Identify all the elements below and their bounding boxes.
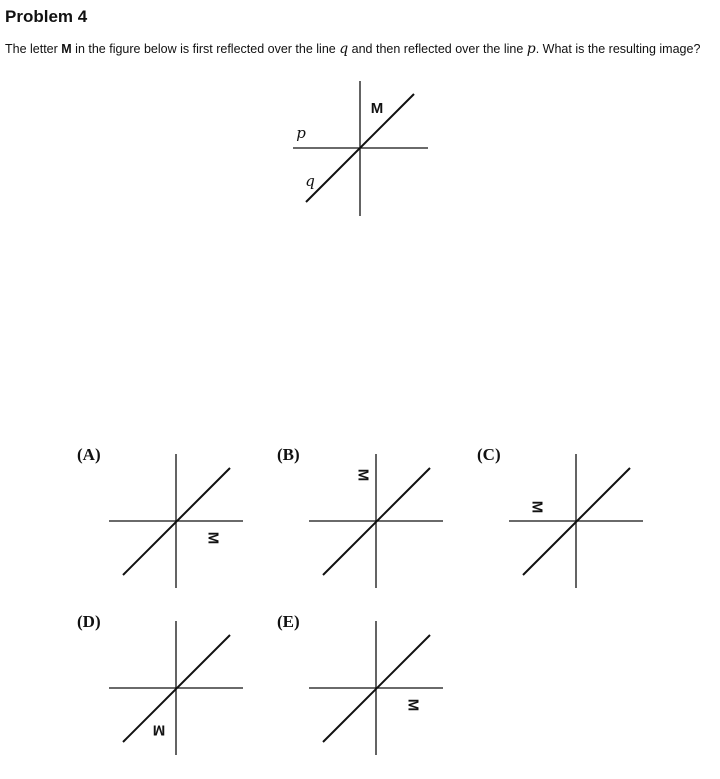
main-label-p: p [296,124,306,142]
statement-part2: in the figure below is first reflected over the line [71,42,340,56]
statement-part3: and then reflected over the line [348,42,527,56]
choice-b-letter-m: M [354,468,372,482]
choice-e-label: (E) [277,612,300,631]
choice-a-label: (A) [77,445,101,464]
main-letter-m: M [370,100,384,117]
main-label-q: q [305,172,315,190]
problem-title: Problem 4 [5,7,88,26]
choice-a-letter-m: M [204,531,222,545]
choice-d-letter-m: M [152,721,166,739]
statement-var-p: p [526,41,536,57]
statement-part4: . What is the resulting image? [535,42,701,56]
choice-d-label: (D) [77,612,101,631]
statement-part1: The letter [5,42,62,56]
choice-c-label: (C) [477,445,501,464]
choice-e-letter-m: M [404,698,422,712]
statement-var-q: q [339,41,349,57]
statement-letter: M [61,42,72,56]
choice-c-letter-m: M [528,500,546,514]
choice-b-label: (B) [277,445,300,464]
